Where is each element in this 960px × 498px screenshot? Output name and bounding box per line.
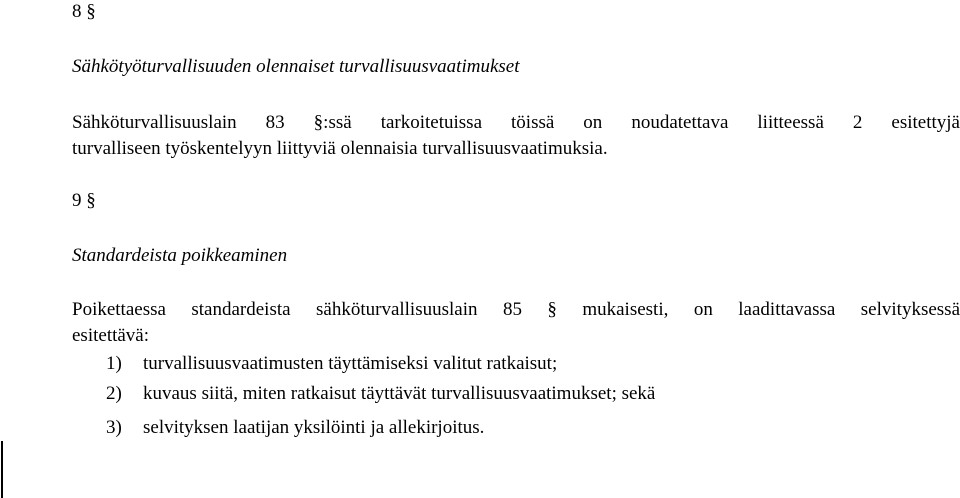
section-8-heading: Sähkötyöturvallisuuden olennaiset turvallisuusvaatimukset: [72, 56, 520, 77]
section-9-heading: Standardeista poikkeaminen: [72, 245, 288, 266]
list-item-number: 2): [106, 383, 122, 404]
section-9-number: 9 §: [72, 190, 96, 211]
section-8-number: 8 §: [72, 1, 96, 22]
section-8-paragraph-line-2: turvalliseen työskentelyyn liittyviä olennaisia turvallisuusvaatimuksia.: [72, 138, 608, 159]
section-9-paragraph-line-1: Poikettaessa standardeista sähköturvallisuuslain 85 § mukaisesti, on laadittavassa selvityksessä: [72, 299, 960, 320]
list-item-text: kuvaus siitä, miten ratkaisut täyttävät turvallisuusvaatimukset; sekä: [143, 383, 656, 404]
margin-change-bar: [1, 441, 3, 498]
list-item-text: selvityksen laatijan yksilöinti ja allekirjoitus.: [143, 417, 485, 438]
section-9-paragraph-line-2: esitettävä:: [72, 325, 150, 346]
list-item-number: 1): [106, 353, 122, 374]
list-item-text: turvallisuusvaatimusten täyttämiseksi valitut ratkaisut;: [143, 353, 558, 374]
list-item-number: 3): [106, 417, 122, 438]
section-8-paragraph-line-1: Sähköturvallisuuslain 83 §:ssä tarkoitetuissa töissä on noudatettava liitteessä 2 esitettyjä: [72, 112, 960, 133]
